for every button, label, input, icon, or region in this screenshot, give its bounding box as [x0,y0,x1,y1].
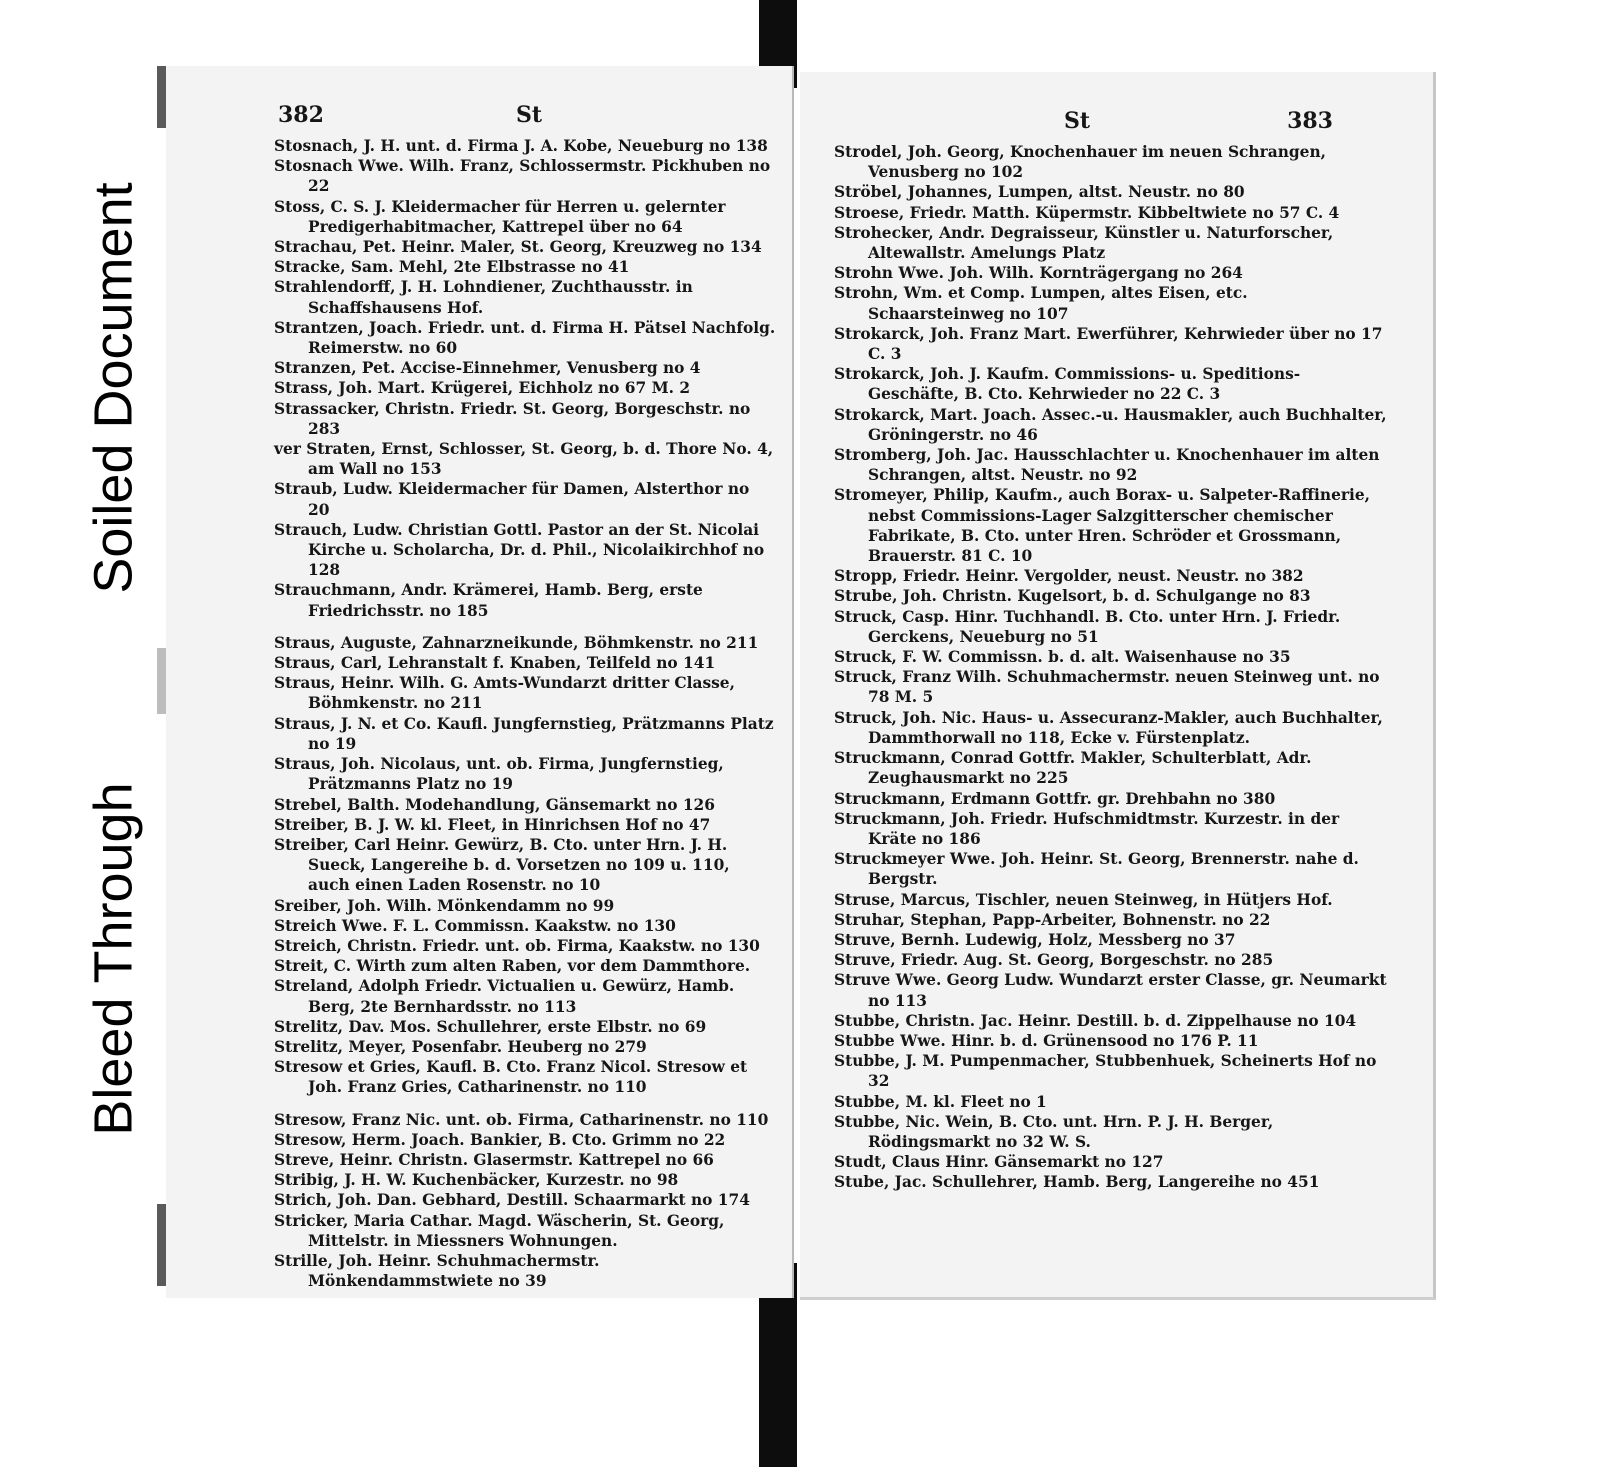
directory-entry: Strohn Wwe. Joh. Wilh. Kornträgergang no 264 [834,264,1243,283]
directory-entry: Struck, Joh. Nic. Haus- u. Assecuranz-Makler, auch Buchhalter, Dammthorwall no 118, Ecke v. Fürstenplatz. [834,708,1383,747]
directory-entry: Stricker, Maria Cathar. Magd. Wäscherin, St. Georg, Mittelstr. in Miessners Wohnungen. [274,1211,725,1250]
directory-entry: Straub, Ludw. Kleidermacher für Damen, Alsterthor no 20 [274,480,750,519]
directory-entry: Streit, C. Wirth zum alten Raben, vor dem Dammthore. [274,957,751,976]
directory-entry: Struck, F. W. Commissn. b. d. alt. Waisenhause no 35 [834,648,1291,667]
directory-entries-left [274,136,776,1291]
directory-entry: Struve, Friedr. Aug. St. Georg, Borgeschstr. no 285 [834,951,1274,970]
directory-entry: Stoss, C. S. J. Kleidermacher für Herren u. gelernter Predigerhabitmacher, Kattrepel über no 64 [274,197,726,236]
directory-entry: Straus, Auguste, Zahnarzneikunde, Böhmkenstr. no 211 [274,633,759,652]
directory-entry: Stresow, Herm. Joach. Bankier, B. Cto. Grimm no 22 [274,1130,726,1149]
directory-entry: Stresow et Gries, Kaufl. B. Cto. Franz Nicol. Stresow et Joh. Franz Gries, Catharinenstr. no 110 [274,1058,748,1097]
directory-entry: Stosnach Wwe. Wilh. Franz, Schlossermstr. Pickhuben no 22 [274,157,771,196]
directory-entry: Strauch, Ludw. Christian Gottl. Pastor an der St. Nicolai Kirche u. Scholarcha, Dr. d. Phil., Nicolaikirchhof no 128 [274,520,765,580]
directory-entry: Strantzen, Joach. Friedr. unt. d. Firma H. Pätsel Nachfolg. Reimerstw. no 60 [274,318,776,358]
bleed-through-text: Bleed Through [84,782,144,1136]
directory-entry: Streich Wwe. F. L. Commissn. Kaakstw. no 130 [274,916,676,935]
directory-entry: Strassacker, Christn. Friedr. St. Georg, Borgeschstr. no 283 [274,399,751,438]
directory-entry: Struhar, Stephan, Papp-Arbeiter, Bohnenstr. no 22 [834,910,1271,929]
directory-entry: Streve, Heinr. Christn. Glasermstr. Kattrepel no 66 [274,1150,714,1169]
directory-entry: Struve, Bernh. Ludewig, Holz, Messberg no 37 [834,930,1236,949]
directory-entry: Struckmeyer Wwe. Joh. Heinr. St. Georg, Brennerstr. nahe d. Bergstr. [834,850,1359,889]
directory-entry: Streland, Adolph Friedr. Victualien u. Gewürz, Hamb. Berg, 2te Bernhardsstr. no 113 [274,977,735,1016]
directory-entry: Strohecker, Andr. Degraisseur, Künstler u. Naturforscher, Altewallstr. Amelungs Platz [834,223,1334,263]
directory-entry: Stubbe, Nic. Wein, B. Cto. unt. Hrn. P. J. H. Berger, Rödingsmarkt no 32 W. S. [834,1112,1274,1151]
running-head: St [1064,108,1091,134]
directory-entry: Struse, Marcus, Tischler, neuen Steinweg, in Hütjers Hof. [834,890,1333,909]
directory-entry: Stubbe, J. M. Pumpenmacher, Stubbenhuek, Scheinerts Hof no 32 [834,1052,1377,1091]
directory-entry: Struckmann, Conrad Gottfr. Makler, Schulterblatt, Adr. Zeughausmarkt no 225 [834,749,1312,788]
page-number: 383 [1287,108,1333,134]
directory-entry: Ströbel, Johannes, Lumpen, altst. Neustr. no 80 [834,183,1245,202]
directory-entry: Strauchmann, Andr. Krämerei, Hamb. Berg, erste Friedrichsstr. no 185 [274,581,703,620]
directory-entry: Straus, Joh. Nicolaus, unt. ob. Firma, Jungfernstieg, Prätzmanns Platz no 19 [274,755,724,794]
soiled-document-text: Soiled Document [84,182,145,594]
directory-entry: Strelitz, Meyer, Posenfabr. Heuberg no 279 [274,1037,647,1056]
soiled-document-label [62,128,166,648]
directory-entry: Struck, Franz Wilh. Schuhmachermstr. neuen Steinweg unt. no 78 M. 5 [834,668,1380,707]
right-page [800,72,1436,1300]
directory-entry: Strube, Joh. Christn. Kugelsort, b. d. Schulgange no 83 [834,587,1311,606]
directory-entry: Strebel, Balth. Modehandlung, Gänsemarkt no 126 [274,795,715,814]
directory-entry: Streiber, B. J. W. kl. Fleet, in Hinrichsen Hof no 47 [274,815,711,834]
directory-entry: Strich, Joh. Dan. Gebhard, Destill. Schaarmarkt no 174 [274,1191,750,1210]
running-head: St [516,102,543,128]
directory-entry: Stosnach, J. H. unt. d. Firma J. A. Kobe, Neueburg no 138 [274,137,768,155]
directory-entry: Straus, Carl, Lehranstalt f. Knaben, Teilfeld no 141 [274,654,716,673]
directory-entry: Stromberg, Joh. Jac. Hausschlachter u. Knochenhauer im alten Schrangen, altst. Neustr. no 92 [834,446,1380,485]
directory-entry: Stubbe Wwe. Hinr. b. d. Grünensood no 176 P. 11 [834,1031,1259,1050]
directory-entry: Stubbe, Christn. Jac. Heinr. Destill. b. d. Zippelhause no 104 [834,1011,1357,1030]
directory-entry: Strodel, Joh. Georg, Knochenhauer im neuen Schrangen, Venusberg no 102 [834,143,1326,182]
directory-entry: Straus, Heinr. Wilh. G. Amts-Wundarzt dritter Classe, Böhmkenstr. no 211 [274,674,735,713]
left-page-header [166,102,792,132]
directory-entry: Struckmann, Erdmann Gottfr. gr. Drehbahn no 380 [834,789,1276,808]
directory-entry: Stracke, Sam. Mehl, 2te Elbstrasse no 41 [274,258,630,277]
directory-entry: Straus, J. N. et Co. Kaufl. Jungfernstieg, Prätzmanns Platz no 19 [274,714,774,753]
directory-entry: Stresow, Franz Nic. unt. ob. Firma, Catharinenstr. no 110 [274,1110,769,1129]
directory-entry: Studt, Claus Hinr. Gänsemarkt no 127 [834,1153,1164,1172]
directory-entry: Strelitz, Dav. Mos. Schullehrer, erste Elbstr. no 69 [274,1017,707,1036]
page-number: 382 [278,102,324,128]
directory-entry: Strachau, Pet. Heinr. Maler, St. Georg, Kreuzweg no 134 [274,238,762,257]
bleed-through-label [62,714,166,1204]
directory-entry: Strohn, Wm. et Comp. Lumpen, altes Eisen, etc. Schaarsteinweg no 107 [834,284,1248,323]
right-page-header [800,108,1433,138]
directory-entry: Stube, Jac. Schullehrer, Hamb. Berg, Langereihe no 451 [834,1173,1320,1192]
directory-entry: Strokarck, Joh. J. Kaufm. Commissions- u. Speditions-Geschäfte, B. Cto. Kehrwieder no 22 C. 3 [834,365,1301,404]
directory-entry: Struckmann, Joh. Friedr. Hufschmidtmstr. Kurzestr. in der Kräte no 186 [834,809,1340,848]
directory-entry: Streiber, Carl Heinr. Gewürz, B. Cto. unter Hrn. J. H. Sueck, Langereihe b. d. Vorsetzen no 109 u. 110, auch einen Laden Rosenstr. no 10 [274,835,730,895]
directory-entry: Struve Wwe. Georg Ludw. Wundarzt erster Classe, gr. Neumarkt no 113 [834,971,1387,1010]
left-page [166,66,794,1298]
directory-entry: Stromeyer, Philip, Kaufm., auch Borax- u. Salpeter-Raffinerie, nebst Commissions-Lager Salzgitterscher chemischer Fabrikate, B. Cto. unter Hren. Schröder et Grossmann, Brauerstr. 81 C. 10 [834,486,1370,566]
directory-entry: Strahlendorff, J. H. Lohndiener, Zuchthausstr. in Schaffshausens Hof. [274,278,693,317]
directory-entry: Struck, Casp. Hinr. Tuchhandl. B. Cto. unter Hrn. J. Friedr. Gerckens, Neueburg no 51 [834,607,1341,646]
directory-entry: Sreiber, Joh. Wilh. Mönkendamm no 99 [274,896,615,915]
directory-entry: Strokarck, Mart. Joach. Assec.-u. Hausmakler, auch Buchhalter, Gröningerstr. no 46 [834,405,1387,444]
directory-entry: Stroese, Friedr. Matth. Küpermstr. Kibbeltwiete no 57 C. 4 [834,203,1340,222]
directory-entry: Stubbe, M. kl. Fleet no 1 [834,1092,1047,1111]
directory-entry: ver Straten, Ernst, Schlosser, St. Georg, b. d. Thore No. 4, am Wall no 153 [274,440,774,479]
directory-entry: Stropp, Friedr. Heinr. Vergolder, neust. Neustr. no 382 [834,567,1304,586]
directory-entry: Strille, Joh. Heinr. Schuhmachermstr. Mönkendammstwiete no 39 [274,1251,600,1291]
directory-entry: Strass, Joh. Mart. Krügerei, Eichholz no 67 M. 2 [274,379,691,398]
directory-entries-right [834,142,1389,1193]
directory-entry: Stribig, J. H. W. Kuchenbäcker, Kurzestr. no 98 [274,1171,679,1190]
directory-entry: Streich, Christn. Friedr. unt. ob. Firma, Kaakstw. no 130 [274,936,760,955]
directory-entry: Strokarck, Joh. Franz Mart. Ewerführer, Kehrwieder über no 17 C. 3 [834,324,1383,364]
directory-entry: Stranzen, Pet. Accise-Einnehmer, Venusberg no 4 [274,359,701,378]
